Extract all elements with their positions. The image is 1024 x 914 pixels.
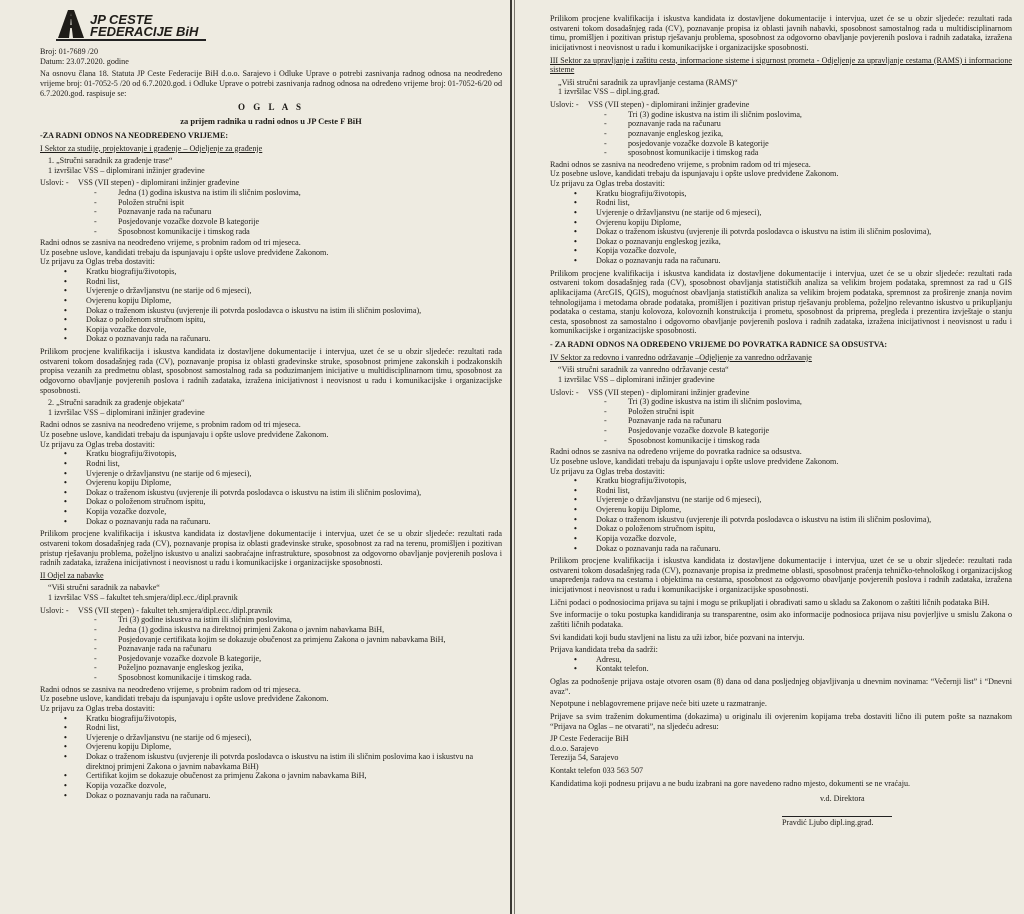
position-4-documents (550, 189, 1012, 266)
document-item: • Kratku biografiju/životopis, (550, 476, 1012, 486)
requirements-label: Uslovi: - (550, 387, 579, 397)
document-item: • Dokaz o traženom iskustvu (uvjerenje ili potvrda poslodavca o iskustvu na istim ili sličnim poslovima), (550, 515, 1012, 525)
submission-paragraph: Prijave sa svim traženim dokumentima (dokazima) u originalu ili ovjerenim kopijama treba dostaviti lično ili putem pošte sa naznakom “Prijava na Oglas – ne otvarati”, na sljedeću adresu: (550, 711, 1012, 731)
document-item: • Dokaz o poznavanju rada na računaru. (550, 256, 1012, 266)
evaluation-paragraph: Prilikom procjene kvalifikacija i iskustva kandidata iz dostavljene dokumentacije i intervjua, uzet će se u obzir sljedeće: rezultati rada ostvareni tokom dosadašnjeg rada (CV), poznavanje propisa iz predmetne oblasti, sposobnost praćenja tehničko-tehnološkog i organizacijskog unapređenja radova na cestama i objektima na cestama, sposobnost za odgovorno obavljanje povjerenih poslova i radnih zadataka, izražena inicijativnost i neovisnost u radu i komunikacijske i organizacijske sposobnosti. (550, 556, 1012, 594)
document-item: • Kratku biografiju/životopis, (40, 267, 502, 277)
position-title: „Viši stručni saradnik za upravljanje cestama (RAMS)“ (558, 77, 738, 87)
requirement-item: - Sposobnost komunikacije i timskog rada. (78, 673, 502, 683)
page-title: O G L A S (237, 102, 305, 113)
document-item: • Kratku biografiju/životopis, (550, 189, 1012, 199)
requirement-item: - Tri (3) godine iskustva na istim ili sličnim poslovima, (78, 615, 502, 625)
document-item: • Ovjerenu kopiju Diplome, (550, 505, 1012, 515)
contact-phone: Kontakt telefon 033 563 507 (550, 766, 644, 775)
documents-heading: Uz prijavu za Oglas treba dostaviti: (550, 179, 665, 188)
requirement-item: - Tri (3) godine iskustva na istim ili sličnim poslovima, (588, 110, 1012, 120)
document-item: • Dokaz o poznavanju engleskog jezika, (550, 237, 1012, 247)
address-line: Terezija 54, Sarajevo (550, 753, 619, 763)
requirements-label: Uslovi: - (550, 100, 579, 109)
address-line: JP Ceste Federacije BiH (550, 734, 629, 744)
privacy-paragraph: Lični podaci o podnosiocima prijava su tajni i mogu se prikupljati i obrađivati samo u skladu sa Zakonom o zaštiti ličnih podataka BiH. (550, 597, 990, 607)
requirement-item: - Posjedovanje vozačke dozvole B kategorije (588, 426, 1012, 436)
position-5-documents (550, 476, 1012, 553)
requirement-item: - Sposobnost komunikacije i timskog rada (78, 227, 502, 237)
logo-underline (56, 39, 206, 41)
document-item: • Uvjerenje o državljanstvu (ne starije od 6 mjeseci), (550, 208, 1012, 218)
document-item: • Uvjerenje o državljanstvu (ne starije od 6 mjeseci), (550, 495, 1012, 505)
document-item: • Dokaz o traženom iskustvu (uvjerenje ili potvrda poslodavca o iskustvu na istim ili sličnim poslovima), (40, 488, 502, 498)
evaluation-paragraph: Prilikom procjene kvalifikacija i iskustva kandidata iz dostavljene dokumentacije i intervjua, uzet će se u obzir sljedeće: rezultati rada ostvareni tokom dosadašnjeg rada (CV), poznavanje propisa iz oblasti građevinske struke, sposobnost za rad na terenu, promišljen i pozitivan pristup rješavanju problema, poželjno iskustvo u analizi saobraćajne infrastrukture, sposobnost za odgovorno obavljanje povjerenih poslova i radnih zadataka, izražena inicijativnost i neovisnost u radu i komunikacijske i organizacijske sposobnosti. (40, 529, 502, 568)
position-title: “Viši stručni saradnik za vanredno održavanje cesta“ (558, 365, 729, 375)
position-count: 1 izvršilac VSS – diplomirani inžinjer građevine (558, 374, 715, 384)
document-item: • Dokaz o položenom stručnom ispitu, (40, 315, 502, 325)
document-item: • Dokaz o položenom stručnom ispitu, (550, 524, 1012, 534)
general-conditions: Uz posebne uslove, kandidati trebaju da ispunjavaju i opšte uslove predviđene Zakonom. (550, 456, 839, 466)
application-item: • Kontakt telefon. (550, 664, 1012, 674)
position-5-requirements (550, 388, 1012, 448)
requirement-item: - sposobnost komunikacije i timskog rada (588, 148, 1012, 158)
document-item: • Uvjerenje o državljanstvu (ne starije od 6 mjeseci), (40, 733, 502, 743)
requirement-item: - Poželjno poznavanje engleskog jezika, (78, 663, 502, 673)
document-item: • Certifikat kojim se dokazuje obučenost za primjenu Zakona o javnim nabavkama BiH, (40, 771, 502, 781)
deadline-paragraph: Oglas za podnošenje prijava ostaje otvoren osam (8) dana od dana posljednjeg objavljivanja u dnevnim novinama: “Večernji list” i “Dnevni avaz”. (550, 677, 1012, 696)
document-item: • Dokaz o položenom stručnom ispitu, (40, 497, 502, 507)
evaluation-paragraph: Prilikom procjene kvalifikacija i iskustva kandidata iz dostavljene dokumentacije i intervjua, uzet će se u obzir sljedeće: rezultati rada ostvareni tokom dosadašnjeg rada (CV), sposobnost obavljanja statističkih analiza sa velikim brojem podataka, spremnost za rad u GIS aplikacijama (ArcGIS, QGIS), mogućnost obavljanja statističkih analiza sa velikim brojem podataka, spremnost za proširenje znanja novim tehnologijama i metodama obrade podataka, promišljen i pozitivan pristup rješavanju problema, poželjno relevantno iskustvo u prikupljanju podataka o cestama, stanju kolovoza, kolovoznih konstrukcija i prometu, sposobnost da priprema, pregleda i prezentira izvještaje o stanju cesta, sposobnost za samostalno i odgovorno obavljanje povjerenih poslova i radnih zadataka, izražena inicijativnost i neovisnost u radu i komunikacijske i organizacijske sposobnosti. (550, 268, 1012, 336)
position-2-documents (40, 449, 502, 526)
heading-odredeno: - ZA RADNI ODNOS NA ODREĐENO VRIJEME DO POVRATKA RADNICE SA ODSUSTVA: (550, 340, 888, 349)
document-item: • Ovjerenu kopiju Diplome, (40, 296, 502, 306)
document-item: • Dokaz o poznavanju rada na računaru. (40, 334, 502, 344)
signature-title: v.d. Direktora (820, 794, 865, 804)
general-conditions: Uz posebne uslove, kandidati trebaju da ispunjavaju i opšte uslove predviđene Zakonom. (40, 430, 329, 440)
sector-4-heading: IV Sektor za redovno i vanredno održavanje –Odjeljenje za vanredno održavanje (550, 352, 812, 362)
requirement-item: - Položen stručni ispit (588, 407, 1012, 417)
documents-heading: Uz prijavu za Oglas treba dostaviti: (40, 703, 155, 713)
position-title: “Viši stručni saradnik za nabavke“ (48, 583, 160, 593)
position-5 (550, 365, 1012, 384)
requirement-item: - Posjedovanje vozačke dozvole B kategorije, (78, 654, 502, 664)
page-subtitle: za prijem radnika u radni odnos u JP Ceste F BiH (180, 115, 362, 126)
position-count: 1 izvršilac VSS – diplomirani inžinjer građevine (48, 165, 205, 175)
application-contents-list (550, 655, 1012, 674)
position-title: 1. „Stručni saradnik za građenje trase“ (48, 156, 173, 166)
position-3 (40, 583, 502, 602)
requirement-item: - poznavanje rada na računaru (588, 119, 1012, 129)
position-4 (550, 78, 1012, 97)
signature-line (782, 816, 892, 817)
position-1-requirements (40, 178, 502, 238)
sector-1-heading: I Sektor za studije, projektovanje i građenje – Odjeljenje za građenje (40, 143, 263, 153)
requirement-item: - Poznavanje rada na računaru (78, 644, 502, 654)
document-item: • Rodni list, (40, 723, 502, 733)
requirement-item: - Jedna (1) godina iskustva na direktnoj primjeni Zakona o javnim nabavkama BiH, (78, 625, 502, 635)
interview-paragraph: Svi kandidati koji budu stavljeni na listu za uži izbor, biće pozvani na intervju. (550, 632, 805, 642)
requirements-label: Uslovi: - (40, 605, 69, 615)
document-item: • Kopija vozačke dozvole, (550, 246, 1012, 256)
requirements-label: Uslovi: - (40, 178, 69, 188)
requirement-item: VSS (VII stepen) - fakultet teh.smjera/dipl.ecc./dipl.pravnik (78, 605, 273, 615)
document-item: • Kopija vozačke dozvole, (40, 781, 502, 791)
general-conditions: Uz posebne uslove, kandidati trebaju da ispunjavaju i opšte uslove predviđene Zakonom. (40, 694, 329, 704)
column-divider (510, 0, 512, 914)
position-title: 2. „Stručni saradnik za građenje objekata“ (48, 398, 185, 408)
application-item: • Adresu, (550, 655, 1012, 665)
requirement-item: - Položen stručni ispit (78, 198, 502, 208)
position-count: 1 izvršilac VSS – diplomirani inžinjer građevine (48, 407, 205, 417)
requirement-item: - Jedna (1) godina iskustva na istim ili sličnim poslovima, (78, 188, 502, 198)
document-item: • Dokaz o poznavanju rada na računaru. (40, 791, 502, 801)
transparency-paragraph: Sve informacije o toku postupka kandidiranja su transparentne, osim ako informacije podnosioca prijava nisu povjerljive u smislu Zakona o zaštiti ličnih podataka. (550, 610, 1012, 629)
document-item: • Dokaz o poznavanju rada na računaru. (40, 517, 502, 527)
mailing-address (550, 734, 1012, 763)
document-item: • Ovjerenu kopiju Diplome, (40, 478, 502, 488)
requirement-item: - Sposobnost komunikacije i timskog rada (588, 436, 1012, 446)
general-conditions: Uz posebne uslove, kandidati trebaju da ispunjavaju i opšte uslove predviđene Zakonom. (550, 169, 839, 179)
document-item: • Kopija vozačke dozvole, (550, 534, 1012, 544)
signature-name: Pravdić Ljubo dipl.ing.građ. (782, 817, 874, 827)
sector-3-heading (550, 56, 1012, 75)
company-logo (58, 4, 502, 38)
document-item: • Kopija vozačke dozvole, (40, 325, 502, 335)
document-item: • Dokaz o traženom iskustvu (uvjerenje ili potvrda poslodavca o iskustvu na istim ili sličnim poslovima), (550, 227, 1012, 237)
requirement-item: - Posjedovanje certifikata kojim se dokazuje obučenost za primjenu Zakona o javnim nabavkama BiH, (78, 635, 502, 645)
document-item: • Rodni list, (40, 459, 502, 469)
application-contents-heading: Prijava kandidata treba da sadrži: (550, 645, 658, 655)
document-item: • Kratku biografiju/životopis, (40, 714, 502, 724)
document-item: • Rodni list, (40, 277, 502, 287)
employment-terms: Radni odnos se zasniva na neodređeno vrijeme, s probnim radom od tri mjeseca. (40, 420, 301, 430)
requirement-item: VSS (VII stepen) - diplomirani inžinjer građevine (588, 387, 750, 397)
requirement-item: - poznavanje engleskog jezika, (588, 129, 1012, 139)
document-item: • Dokaz o traženom iskustvu (uvjerenje ili potvrda poslodavca o iskustvu na istim ili sličnim poslovima kao i iskustvu na direktnoj primjeni Zakona o javnim nabavkama BiH) (40, 752, 502, 771)
requirement-item: VSS (VII stepen) - diplomirani inžinjer građevine (588, 100, 750, 109)
reference-date: Datum: 23.07.2020. godine (40, 56, 129, 66)
document-item: • Ovjerenu kopiju Diplome, (40, 742, 502, 752)
employment-terms: Radni odnos se zasniva na određeno vrijeme do povratka radnice sa odsustva. (550, 447, 802, 457)
incomplete-paragraph: Nepotpune i neblagovremene prijave neće biti uzete u razmatranje. (550, 699, 767, 709)
requirement-item: VSS (VII stepen) - diplomirani inžinjer građevine (78, 178, 240, 188)
document-item: • Dokaz o poznavanju rada na računaru. (550, 544, 1012, 554)
document-item: • Kratku biografiju/životopis, (40, 449, 502, 459)
address-line: d.o.o. Sarajevo (550, 743, 599, 753)
documents-heading: Uz prijavu za Oglas treba dostaviti: (40, 439, 155, 449)
requirement-item: - Posjedovanje vozačke dozvole B kategorije (78, 217, 502, 227)
road-logo-icon (58, 10, 84, 38)
sector-3-text: III Sektor za upravljanje i zaštitu cesta, informacione sisteme i sigurnost prometa - Odjeljenje za upravljanje cestama (RAMS) i informacione sisteme (550, 55, 1012, 75)
position-1 (40, 156, 502, 175)
logo-line-1: JP CESTE (90, 12, 153, 27)
document-item: • Kopija vozačke dozvole, (40, 507, 502, 517)
reference-number: Broj: 01-7689 /20 (40, 47, 99, 56)
document-item: • Rodni list, (550, 198, 1012, 208)
intro-paragraph: Na osnovu člana 18. Statuta JP Ceste Federacije BiH d.o.o. Sarajevo i Odluke Uprave o potrebi zasnivanja radnog odnosa na neodređeno vrijeme broj: 01-7052-5 /20 od 6.7.2020.god. i Odluke Uprave o potrebi zasnivanja radnog odnosa na određeno vrijeme broj: 01-7052-6/20 od 6.7.2020.god. raspisuje se: (40, 69, 502, 98)
requirement-item: - Tri (3) godine iskustva na istim ili sličnim poslovima, (588, 397, 1012, 407)
position-count: 1 izvršilac VSS – dipl.ing.građ. (558, 87, 660, 97)
documents-heading: Uz prijavu za Oglas treba dostaviti: (40, 257, 155, 267)
evaluation-paragraph: Prilikom procjene kvalifikacija i iskustva kandidata iz dostavljene dokumentacije i intervjua, uzet će se u obzir sljedeće: rezultati rada ostvareni tokom dosadašnjeg rada (CV), poznavanje propisa iz oblasti građevinske struke, sposobnost primjene zakonskih i podzakonskih propisa vezanih za predmetnu oblast, sposobnost samostalnog rada sa poduzimanjem inicijative u multidisciplinarnom timu, sposobnost za odgovorno obavljanje povjerenih poslova i radnih zadataka, izražena inicijativnost i neovisnost u radu i komunikacijske i organizacijske sposobnosti. (40, 347, 502, 395)
sector-2-heading: II Odjel za nabavke (40, 570, 104, 580)
requirement-item: - Poznavanje rada na računaru (588, 416, 1012, 426)
document-item: • Ovjerenu kopiju Diplome, (550, 218, 1012, 228)
documents-return-paragraph: Kandidatima koji podnesu prijavu a ne budu izabrani na gore navedeno radno mjesto, dokumenti se ne vraćaju. (550, 778, 911, 788)
position-4-requirements (550, 100, 1012, 160)
position-1-documents (40, 267, 502, 344)
position-3-documents (40, 714, 502, 801)
employment-terms: Radni odnos se zasniva na neodređeno vrijeme, s probnim radom od tri mjeseca. (40, 238, 301, 248)
documents-heading: Uz prijavu za Oglas treba dostaviti: (550, 466, 665, 476)
document-item: • Uvjerenje o državljanstvu (ne starije od 6 mjeseci), (40, 286, 502, 296)
document-item: • Rodni list, (550, 486, 1012, 496)
left-column (0, 0, 510, 803)
position-3-requirements (40, 606, 502, 685)
logo-line-2: FEDERACIJE BiH (90, 24, 199, 39)
employment-terms: Radni odnos se zasniva na neodređeno vrijeme, s probnim radom od tri mjeseca. (40, 684, 301, 694)
position-2 (40, 398, 502, 417)
requirement-item: - posjedovanje vozačke dozvole B kategorije (588, 139, 1012, 149)
position-count: 1 izvršilac VSS – fakultet teh.smjera/dipl.ecc./dipl.pravnik (48, 593, 238, 603)
requirement-item: - Poznavanje rada na računaru (78, 207, 502, 217)
document-item: • Dokaz o traženom iskustvu (uvjerenje ili potvrda poslodavca o iskustvu na istim ili sličnim poslovima), (40, 306, 502, 316)
right-column (514, 0, 1024, 828)
document-item: • Uvjerenje o državljanstvu (ne starije od 6 mjeseci), (40, 469, 502, 479)
evaluation-paragraph: Prilikom procjene kvalifikacija i iskustva kandidata iz dostavljene dokumentacije i intervjua, uzet će se u obzir sljedeće: rezultati rada ostvareni tokom dosadašnjeg rada (CV), poznavanje propisa iz oblasti javnih nabavki, sposobnost samostalnog rada u multidisciplinarnom timu, promišljen i pozitivan pristup rješavanju problema, sposobnost za odgovorno obavljanje povjerenih poslova i radnih zadataka, izražena inicijativnost i neovisnost u radu i komunikacijske i organizacijske sposobnosti. (550, 14, 1012, 52)
heading-neodredeno: -ZA RADNI ODNOS NA NEODREĐENO VRIJEME: (40, 130, 229, 140)
general-conditions: Uz posebne uslove, kandidati trebaju da ispunjavaju i opšte uslove predviđene Zakonom. (40, 247, 329, 257)
employment-terms: Radni odnos se zasniva na neodređeno vrijeme, s probnim radom od tri mjeseca. (550, 159, 811, 169)
